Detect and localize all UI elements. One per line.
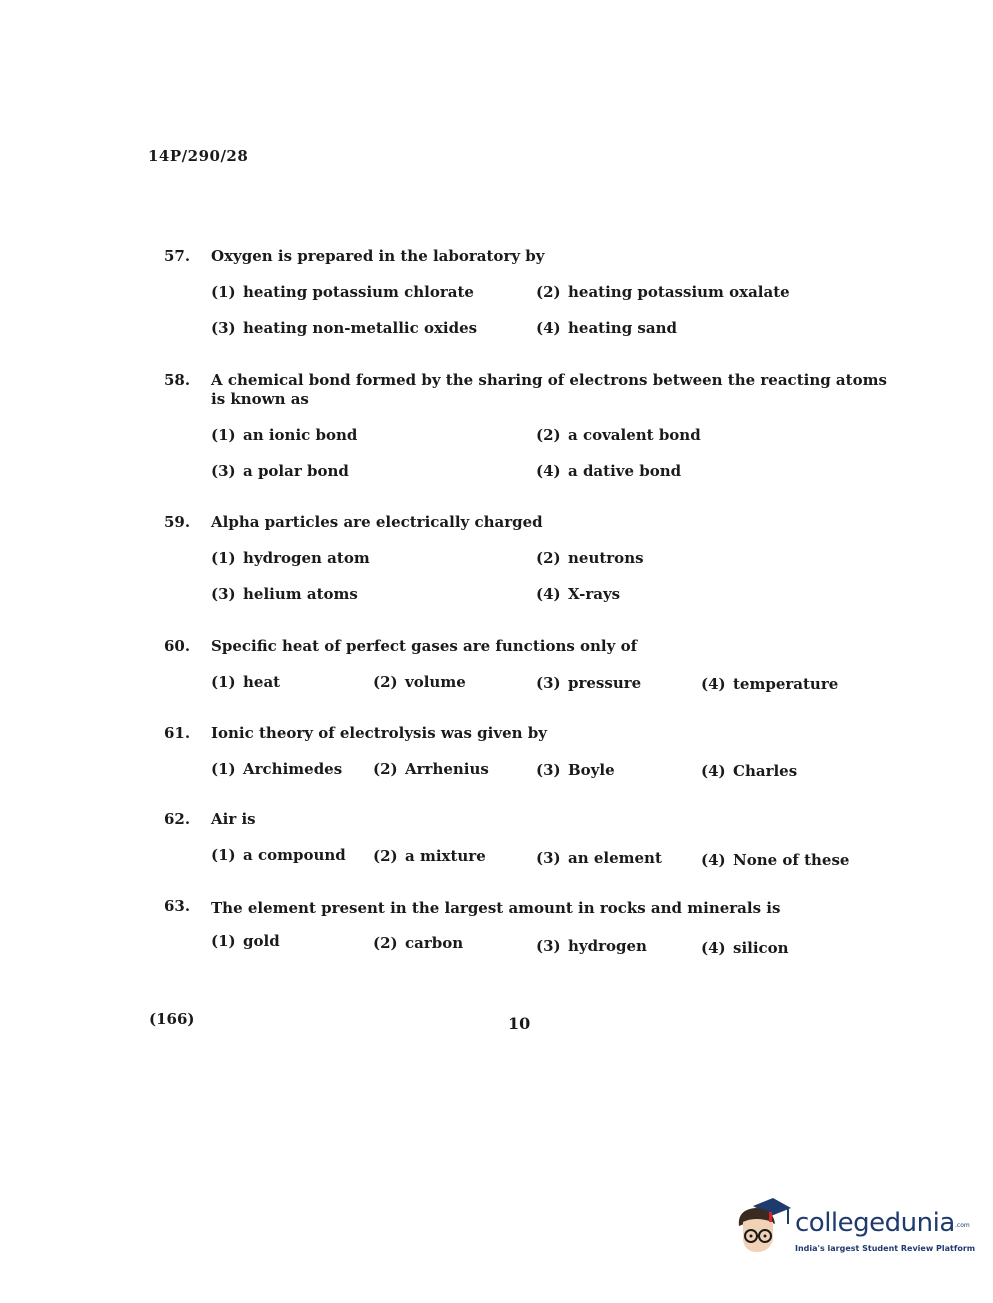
page-number: 10 [508, 1014, 531, 1033]
option-text: hydrogen atom [243, 549, 370, 567]
question-text: Ionic theory of electrolysis was given by [211, 724, 547, 742]
option-text: helium atoms [243, 585, 358, 603]
footer-code: (166) [149, 1010, 195, 1028]
logo-suffix: .com [955, 1222, 970, 1229]
collegedunia-logo [733, 1196, 976, 1266]
option-3 [536, 849, 662, 867]
option-text: volume [405, 673, 466, 691]
option-number: (3) [536, 674, 561, 692]
option-4 [536, 319, 677, 337]
option-number: (3) [211, 585, 236, 603]
option-number: (3) [536, 937, 561, 955]
option-text: heat [243, 673, 281, 691]
option-number: (4) [701, 939, 726, 957]
option-3 [211, 462, 349, 480]
question-number: 57. [164, 247, 191, 265]
option-1 [211, 932, 280, 950]
option-text: pressure [568, 674, 642, 692]
option-text: X-rays [568, 585, 621, 603]
option-number: (3) [536, 849, 561, 867]
option-number: (4) [701, 851, 726, 869]
option-text: an element [568, 849, 662, 867]
option-text: Arrhenius [405, 760, 489, 778]
option-2 [373, 673, 466, 691]
option-number: (2) [536, 283, 561, 301]
option-number: (4) [536, 319, 561, 337]
option-number: (1) [211, 760, 236, 778]
option-text: temperature [733, 675, 839, 693]
option-4 [701, 762, 797, 780]
option-number: (1) [211, 673, 236, 691]
option-1 [211, 760, 342, 778]
option-number: (1) [211, 846, 236, 864]
option-number: (3) [211, 462, 236, 480]
option-number: (1) [211, 283, 236, 301]
option-1 [211, 549, 370, 567]
option-3 [211, 585, 358, 603]
option-2 [373, 934, 463, 952]
question-number: 59. [164, 513, 191, 531]
option-text: an ionic bond [243, 426, 358, 444]
option-2 [373, 847, 486, 865]
question-number: 62. [164, 810, 191, 828]
option-4 [536, 585, 620, 603]
student-mascot-icon [733, 1196, 793, 1258]
question-text: The element present in the largest amount in rocks and minerals is [211, 899, 781, 917]
logo-wordmark: collegedunia [795, 1208, 955, 1238]
option-3 [536, 761, 615, 779]
option-4 [536, 462, 681, 480]
option-1 [211, 426, 357, 444]
option-3 [536, 674, 641, 692]
option-number: (4) [536, 585, 561, 603]
option-number: (2) [373, 673, 398, 691]
option-number: (3) [536, 761, 561, 779]
option-4 [701, 939, 789, 957]
option-number: (4) [701, 762, 726, 780]
option-text: a polar bond [243, 462, 349, 480]
question-text: Specific heat of perfect gases are functions only of [211, 637, 638, 655]
option-text: a covalent bond [568, 426, 701, 444]
option-number: (2) [373, 934, 398, 952]
question-text: A chemical bond formed by the sharing of electrons between the reacting atoms is known as [211, 371, 887, 408]
question-text: Alpha particles are electrically charged [211, 513, 543, 531]
option-number: (1) [211, 932, 236, 950]
option-text: a compound [243, 846, 346, 864]
question-number: 58. [164, 371, 191, 389]
option-text: carbon [405, 934, 464, 952]
option-text: a dative bond [568, 462, 682, 480]
option-1 [211, 283, 474, 301]
question-number: 61. [164, 724, 191, 742]
option-2 [536, 426, 701, 444]
question-number: 60. [164, 637, 191, 655]
option-number: (4) [536, 462, 561, 480]
option-text: None of these [733, 851, 850, 869]
option-text: heating potassium chlorate [243, 283, 474, 301]
option-text: Charles [733, 762, 798, 780]
option-number: (2) [373, 847, 398, 865]
option-number: (2) [536, 426, 561, 444]
option-text: Boyle [568, 761, 615, 779]
option-4 [701, 851, 849, 869]
page-code: 14P/290/28 [148, 147, 249, 165]
question-text: Air is [211, 810, 256, 828]
option-text: gold [243, 932, 280, 950]
option-text: neutrons [568, 549, 644, 567]
option-text: hydrogen [568, 937, 647, 955]
option-2 [373, 760, 489, 778]
option-text: silicon [733, 939, 789, 957]
logo-tagline: India's largest Student Review Platform [795, 1244, 976, 1253]
question-text: Oxygen is prepared in the laboratory by [211, 247, 545, 265]
option-2 [536, 283, 790, 301]
option-number: (2) [373, 760, 398, 778]
option-text: Archimedes [243, 760, 343, 778]
option-text: a mixture [405, 847, 486, 865]
question-number: 63. [164, 897, 191, 915]
option-2 [536, 549, 644, 567]
option-1 [211, 673, 280, 691]
option-text: heating non-metallic oxides [243, 319, 478, 337]
option-number: (3) [211, 319, 236, 337]
option-text: heating sand [568, 319, 677, 337]
option-number: (1) [211, 426, 236, 444]
option-3 [211, 319, 477, 337]
option-1 [211, 846, 346, 864]
option-4 [701, 675, 838, 693]
option-number: (4) [701, 675, 726, 693]
option-number: (1) [211, 549, 236, 567]
option-3 [536, 937, 647, 955]
option-text: heating potassium oxalate [568, 283, 790, 301]
option-number: (2) [536, 549, 561, 567]
